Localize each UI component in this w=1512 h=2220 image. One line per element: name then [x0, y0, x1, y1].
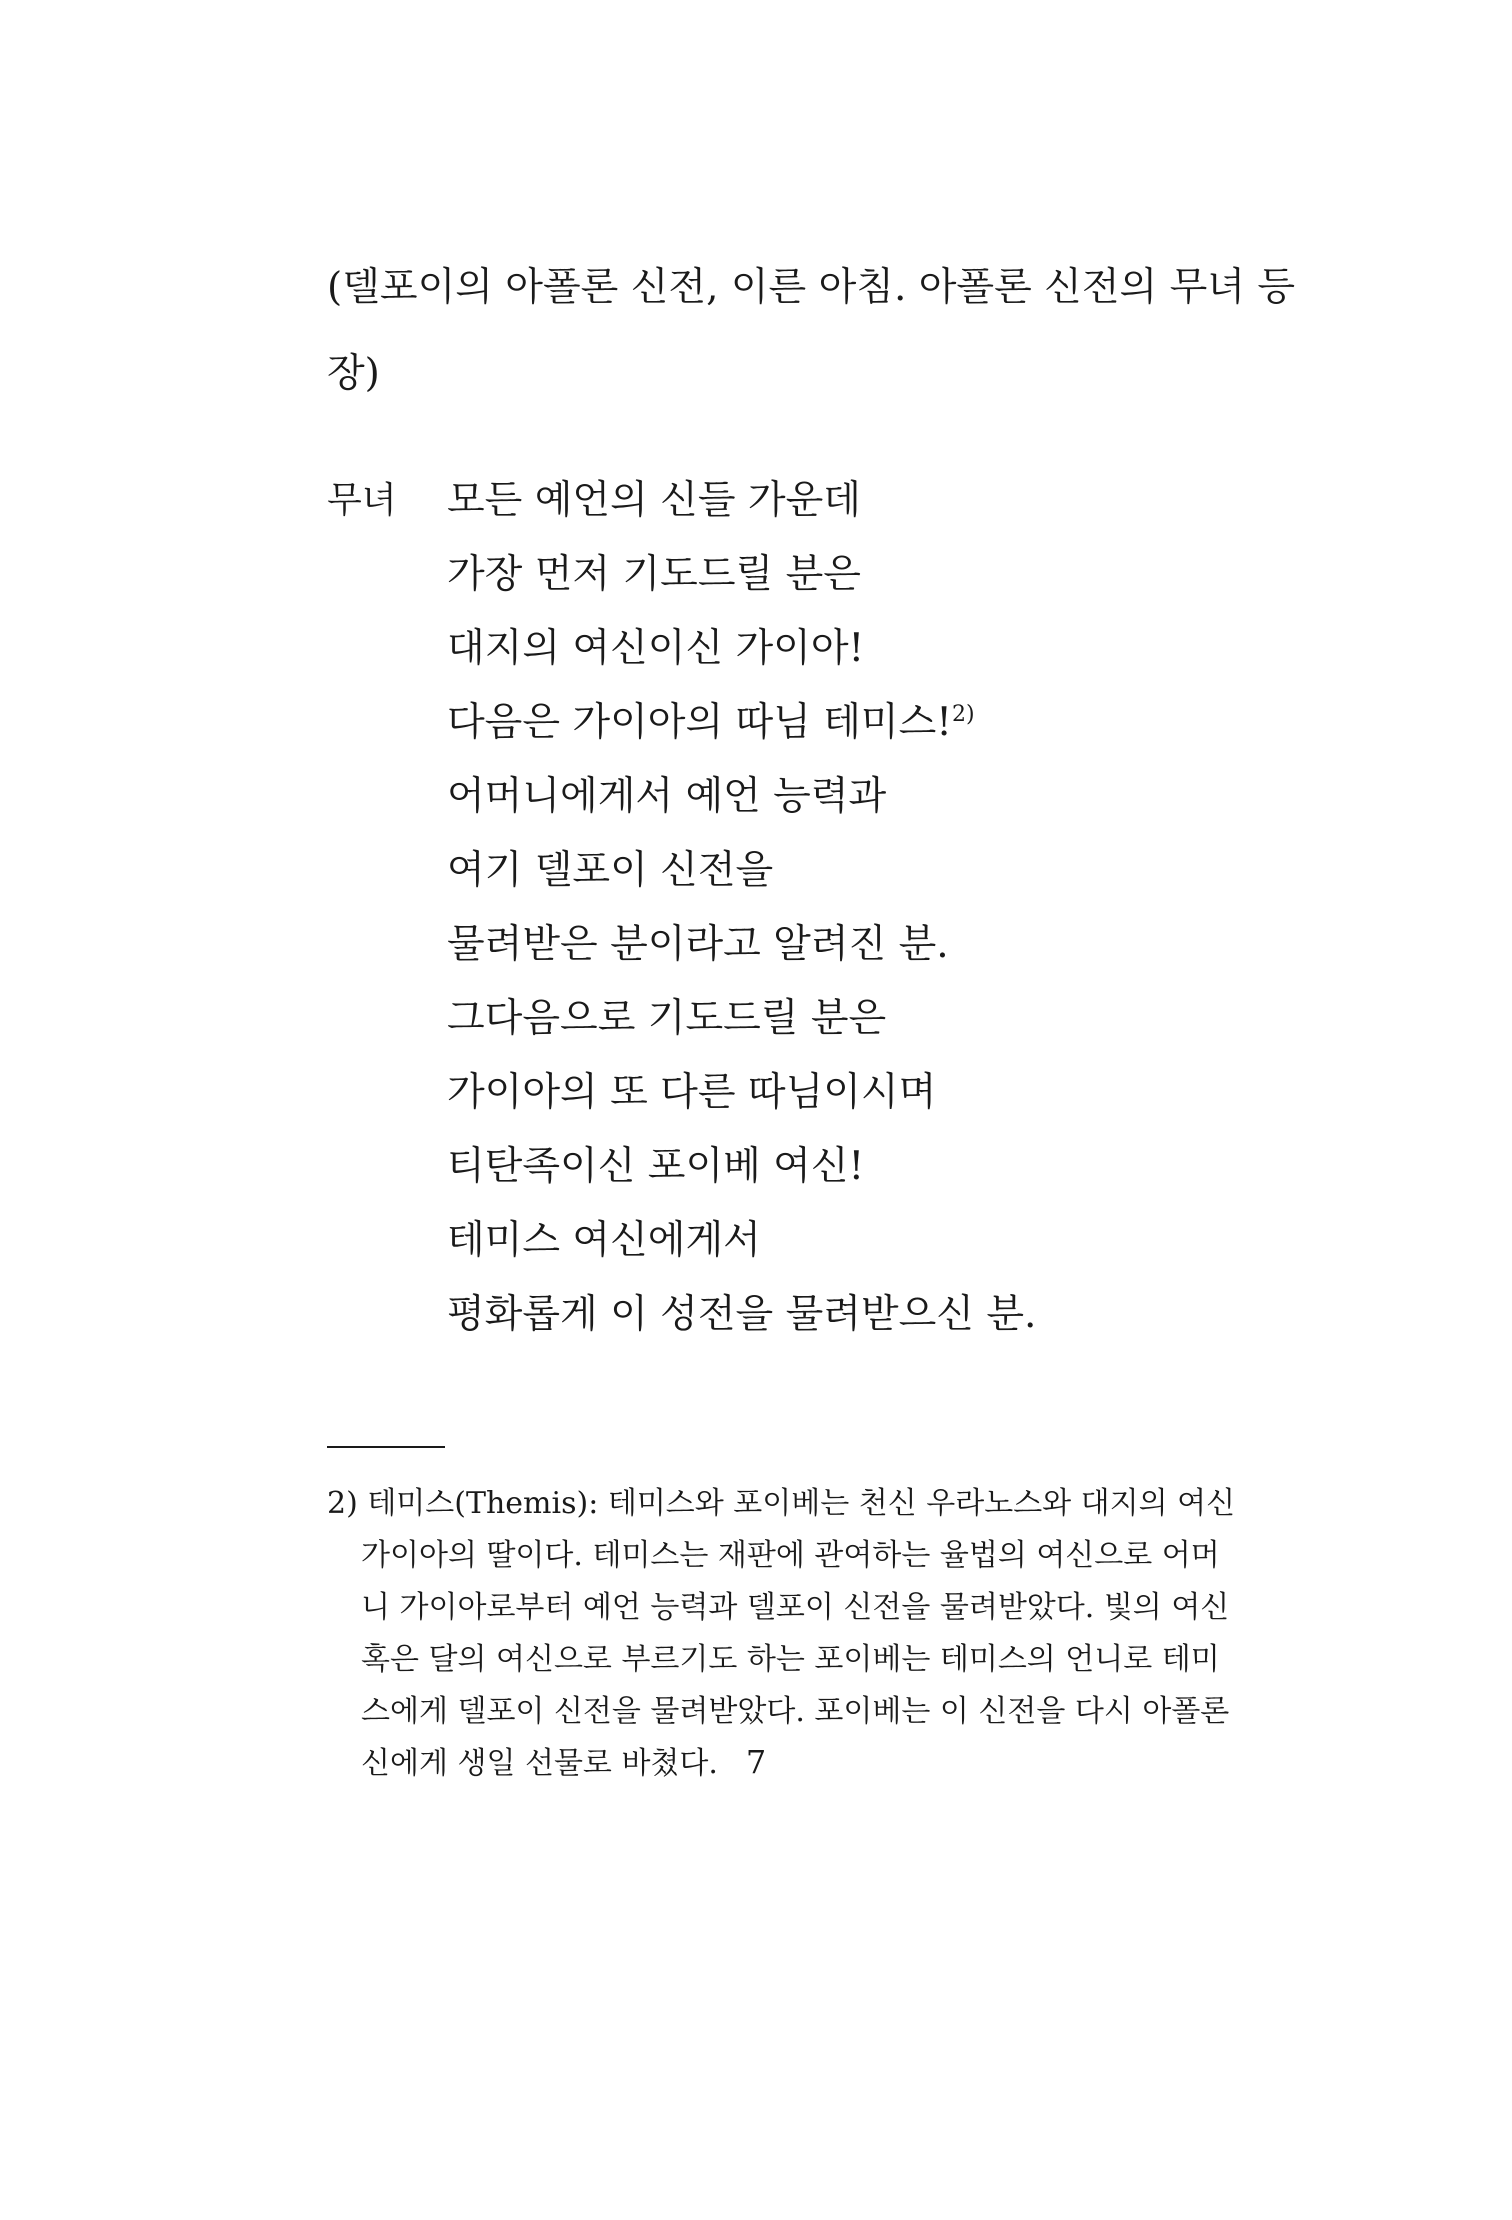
footnote-line: 신에게 생일 선물로 바쳤다. [361, 1746, 718, 1781]
verse-line-with-footnote [447, 686, 1036, 760]
verse-line: 가장 먼저 기도드릴 분은 [447, 552, 861, 597]
page-number: 7 [745, 1743, 767, 1781]
verse-line-text: 다음은 가이아의 따님 테미스! [447, 700, 952, 745]
dialogue-verse [447, 464, 1036, 1352]
verse-line: 티탄족이신 포이베 여신! [447, 1144, 865, 1189]
verse-line: 테미스 여신에게서 [447, 1218, 761, 1263]
verse-line: 가이아의 또 다른 따님이시며 [447, 1070, 937, 1115]
footnote-line: 혹은 달의 여신으로 부르기도 하는 포이베는 테미스의 언니로 테미 [361, 1642, 1220, 1677]
stage-direction-line: (델포이의 아폴론 신전, 이른 아침. 아폴론 신전의 무녀 등 [327, 265, 1296, 310]
verse-line: 평화롭게 이 성전을 물려받으신 분. [447, 1292, 1037, 1337]
footnote-line: 2) 테미스(Themis): 테미스와 포이베는 천신 우라노스와 대지의 여신 [327, 1486, 1236, 1521]
footnote-divider [327, 1446, 445, 1448]
footnote-line: 가이아의 딸이다. 테미스는 재판에 관여하는 율법의 여신으로 어머 [361, 1538, 1220, 1573]
verse-line: 물려받은 분이라고 알려진 분. [447, 922, 949, 967]
verse-line: 대지의 여신이신 가이아! [447, 626, 865, 671]
verse-line: 그다음으로 기도드릴 분은 [447, 996, 887, 1041]
verse-line: 여기 델포이 신전을 [447, 848, 774, 893]
verse-line: 모든 예언의 신들 가운데 [447, 478, 861, 523]
footnote-line: 스에게 델포이 신전을 물려받았다. 포이베는 이 신전을 다시 아폴론 [361, 1694, 1230, 1729]
footnote-reference[interactable]: 2) [951, 702, 975, 727]
speaker-name: 무녀 [327, 480, 397, 521]
footnote-line: 니 가이아로부터 예언 능력과 델포이 신전을 물려받았다. 빛의 여신 [361, 1590, 1230, 1625]
stage-direction-line: 장) [327, 351, 380, 396]
verse-line: 어머니에게서 예언 능력과 [447, 774, 887, 819]
stage-direction [327, 245, 1296, 417]
